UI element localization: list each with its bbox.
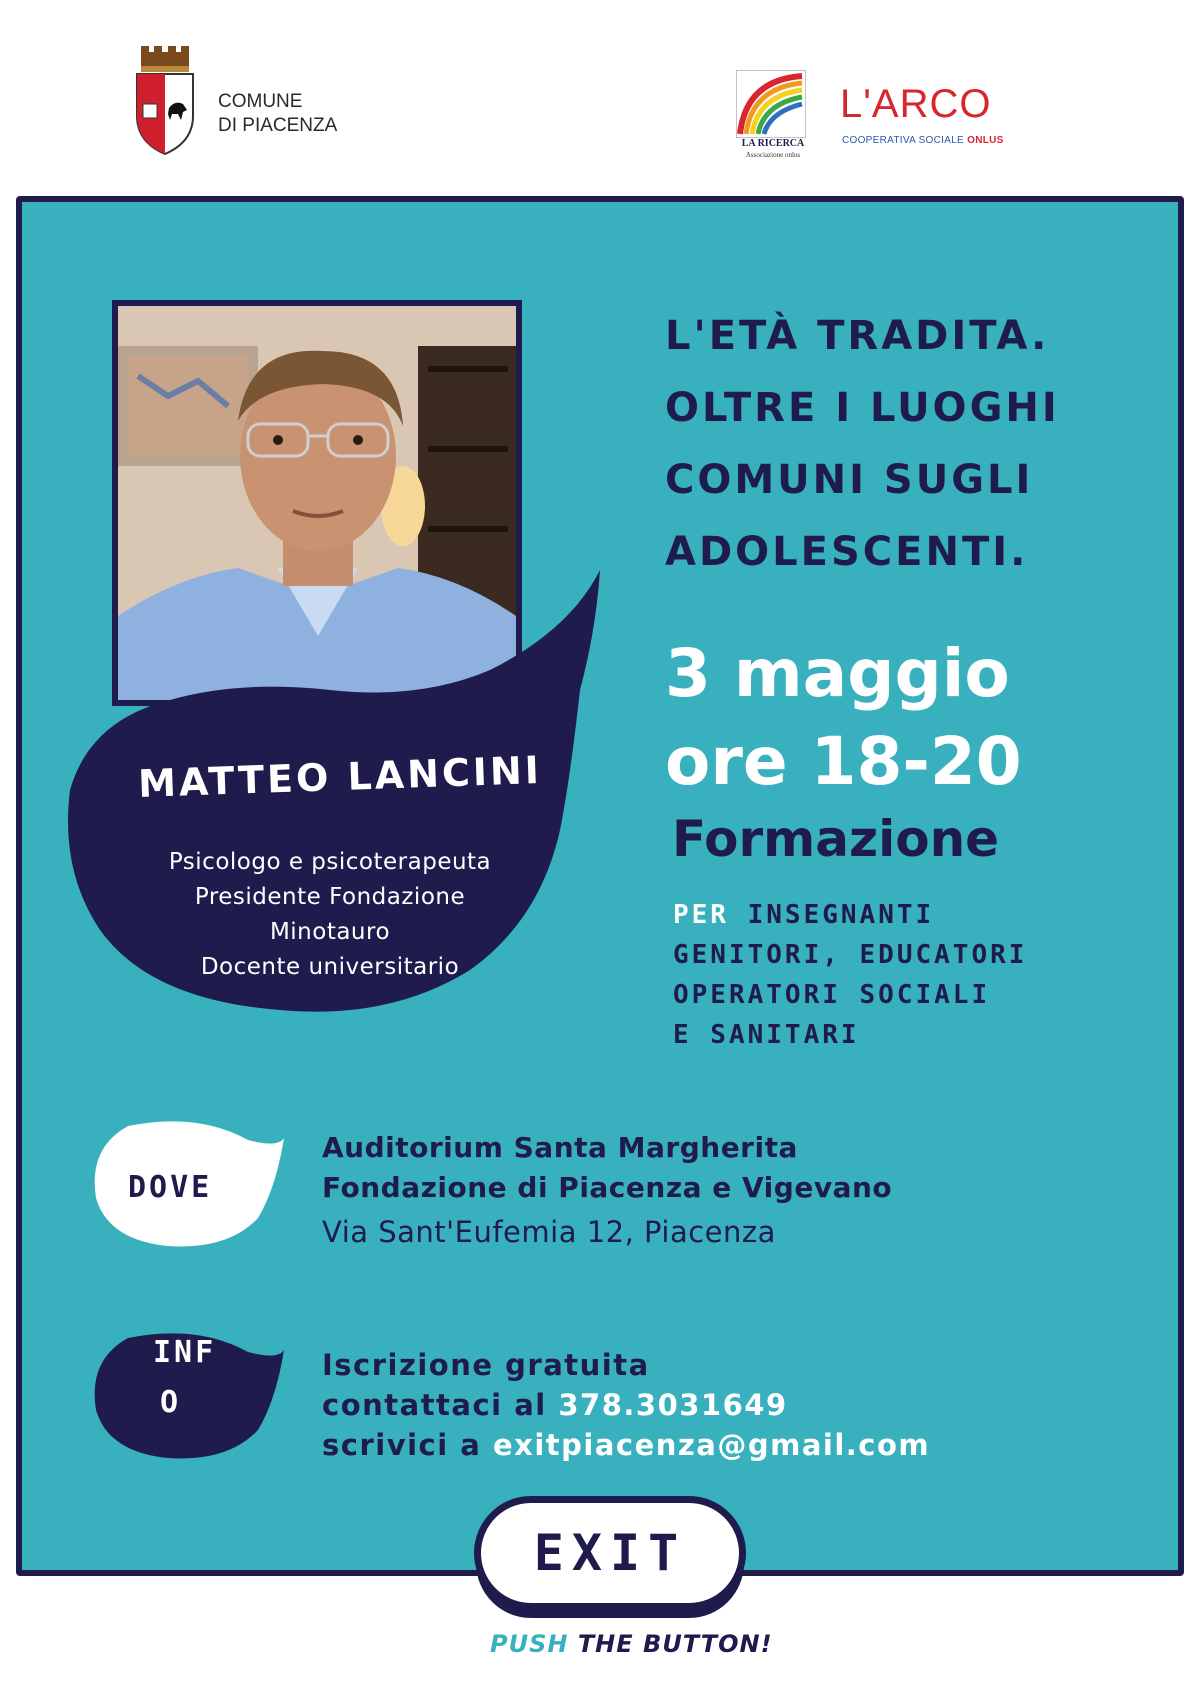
- la-ricerca-rainbow-icon: [736, 70, 806, 138]
- venue-info: [322, 1128, 892, 1252]
- event-date-time: [665, 630, 1135, 806]
- audience-per: PER: [673, 900, 729, 930]
- tagline-push: PUSH: [490, 1630, 569, 1658]
- venue-line-1: Auditorium Santa Margherita: [322, 1131, 798, 1164]
- event-date: 3 maggio: [665, 635, 1010, 712]
- contact-email-link[interactable]: exitpiacenza@gmail.com: [492, 1428, 931, 1462]
- exit-button-label: EXIT: [533, 1524, 687, 1582]
- audience-line-4: E SANITARI: [673, 1020, 860, 1050]
- info-label-line-1: INF: [153, 1335, 217, 1370]
- info-label-line-2: O: [160, 1385, 182, 1420]
- event-audience: [673, 895, 1143, 1055]
- exit-button[interactable]: [474, 1496, 746, 1610]
- registration-free: Iscrizione gratuita: [322, 1348, 650, 1382]
- comune-line-2: DI PIACENZA: [218, 115, 338, 136]
- comune-line-1: COMUNE: [218, 91, 303, 112]
- contact-prefix: contattaci al: [322, 1388, 547, 1422]
- dove-label: DOVE: [128, 1170, 213, 1205]
- speaker-role-3: Minotauro: [269, 919, 391, 945]
- event-type: Formazione: [672, 810, 1000, 868]
- speaker-role-4: Docente universitario: [200, 954, 460, 980]
- venue-address: Via Sant'Eufemia 12, Piacenza: [322, 1215, 776, 1249]
- arco-subtitle-text: COOPERATIVA SOCIALE: [842, 135, 965, 146]
- speaker-roles: [100, 845, 560, 985]
- la-ricerca-subtitle: Associazione onlus: [745, 151, 801, 159]
- la-ricerca-name: LA RICERCA: [741, 138, 805, 149]
- push-the-button-tagline: [490, 1630, 773, 1658]
- registration-info: [322, 1345, 930, 1465]
- title-line-4: ADOLESCENTI.: [665, 529, 1029, 575]
- event-time: ore 18-20: [665, 723, 1022, 800]
- email-prefix: scrivici a: [322, 1428, 482, 1462]
- speaker-role-2: Presidente Fondazione: [194, 884, 466, 910]
- title-line-3: COMUNI SUGLI: [665, 457, 1034, 503]
- title-line-1: L'ETÀ TRADITA.: [665, 313, 1050, 359]
- arco-onlus-text: ONLUS: [967, 135, 1004, 146]
- contact-phone-link[interactable]: 378.3031649: [558, 1388, 788, 1422]
- comune-name: [218, 90, 337, 138]
- audience-line-2: GENITORI, EDUCATORI: [673, 940, 1028, 970]
- arco-logo-name: L'ARCO: [840, 82, 992, 126]
- event-title: [665, 300, 1135, 588]
- venue-line-2: Fondazione di Piacenza e Vigevano: [322, 1171, 893, 1204]
- arco-logo-subtitle: [842, 135, 1004, 146]
- audience-line-1: INSEGNANTI: [747, 900, 935, 930]
- tagline-rest: THE BUTTON!: [577, 1630, 773, 1658]
- comune-crest-icon: [135, 46, 195, 156]
- audience-line-3: OPERATORI SOCIALI: [673, 980, 991, 1010]
- speaker-name: MATTEO LANCINI: [137, 747, 543, 807]
- title-line-2: OLTRE I LUOGHI: [665, 385, 1060, 431]
- speaker-role-1: Psicologo e psicoterapeuta: [168, 849, 492, 875]
